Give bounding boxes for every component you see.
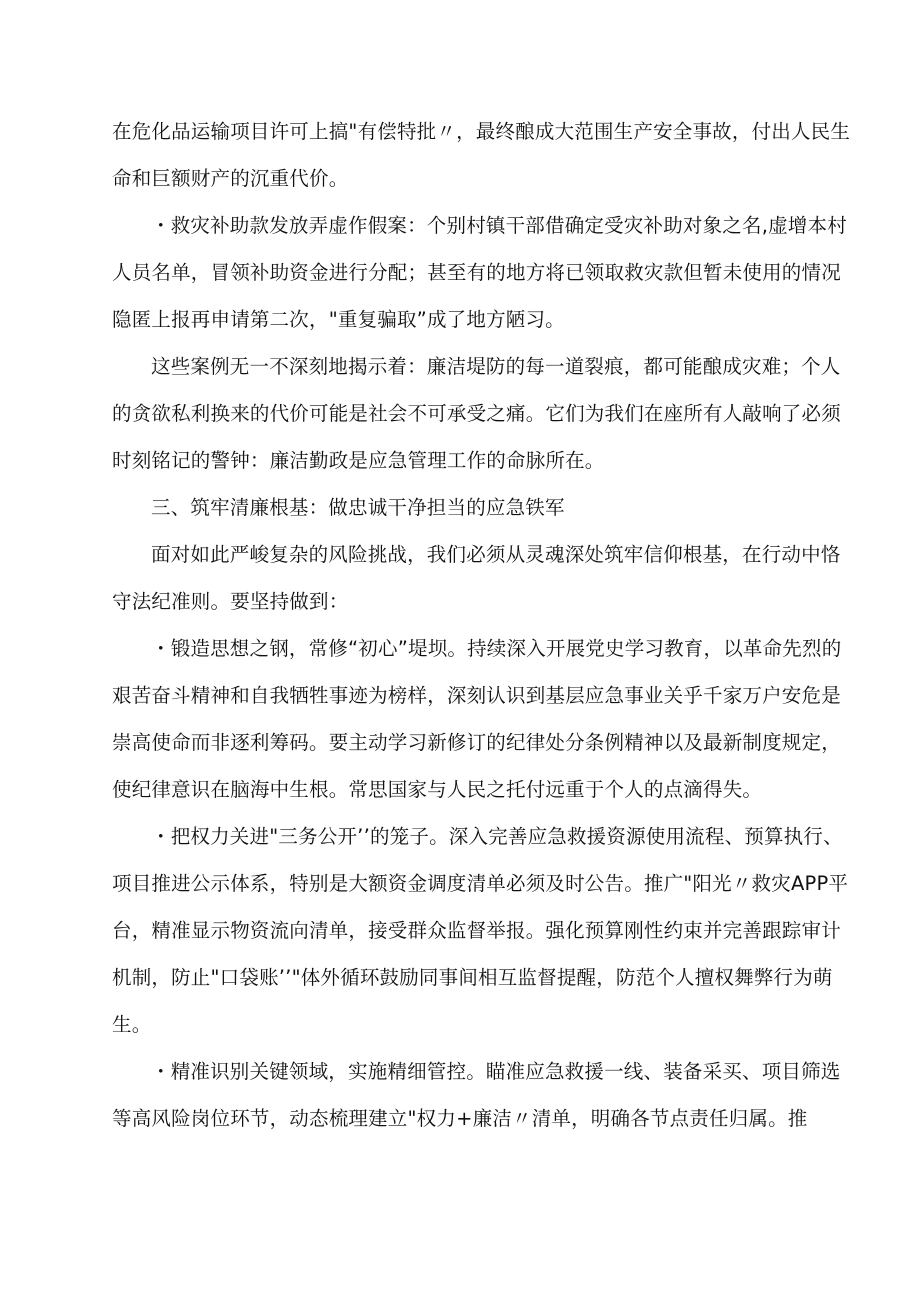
paragraph-hazmat-case-ending: 在危化品运输项目许可上搞"有偿特批〃，最终酿成大范围生产安全事故，付出人民生命和巨额财产的沉重代价。 xyxy=(112,120,851,190)
paragraph-case-summary: 这些案例无一不深刻地揭示着：廉洁堤防的每一道裂痕，都可能酿成灾难；个人的贪欲私利换来的代价可能是社会不可承受之痛。它们为我们在座所有人敲响了必须时刻铭记的警钟：廉洁勤政是应急管理工作的命脉所在。 xyxy=(112,355,841,472)
paragraph-bullet-ideology: ・锻造思想之钢，常修“初心”堤坝。持续深入开展党史学习教育，以革命先烈的艰苦奋斗精神和自我牺牲事迹为榜样，深刻认识到基层应急事业关乎千家万户安危是崇高使命而非逐利筹码。要主动学习新修订的纪律处分条例精神以及最新制度规定，使纪律意识在脑海中生根。常思国家与人民之托付远重于个人的点滴得失。 xyxy=(112,637,842,801)
document-body xyxy=(112,108,852,1142)
section-heading-three: 三、筑牢清廉根基：做忠诚干净担当的应急铁军 xyxy=(151,496,565,519)
paragraph-bullet-power-openness: ・把权力关进"三务公开’’的笼子。深入完善应急救援资源使用流程、预算执行、项目推进公示体系，特别是大额资金调度清单必须及时公告。推广"阳光〃救灾APP平台，精准显示物资流向清单，接受群众监督举报。强化预算刚性约束并完善跟踪审计机制，防止"口袋账’’"体外循环鼓励同事间相互监督提醒，防范个人擅权舞弊行为萌生。 xyxy=(112,825,849,1036)
paragraph-relief-fund-fraud: ・救灾补助款发放弄虚作假案：个别村镇干部借确定受灾补助对象之名,虚增本村人员名单，冒领补助资金进行分配；甚至有的地方将已领取救灾款但暂未使用的情况隐匿上报再申请第二次，"重复骗取”成了地方陋习。 xyxy=(112,214,847,331)
paragraph-bullet-key-areas: ・精准识别关键领域，实施精细管控。瞄准应急救援一线、装备采买、项目筛选等高风险岗位环节，动态梳理建立"权力+廉洁〃清单，明确各节点责任归属。推 xyxy=(112,1060,841,1130)
paragraph-section-intro: 面对如此严峻复杂的风险挑战，我们必须从灵魂深处筑牢信仰根基，在行动中恪守法纪准则。要坚持做到： xyxy=(112,543,841,613)
